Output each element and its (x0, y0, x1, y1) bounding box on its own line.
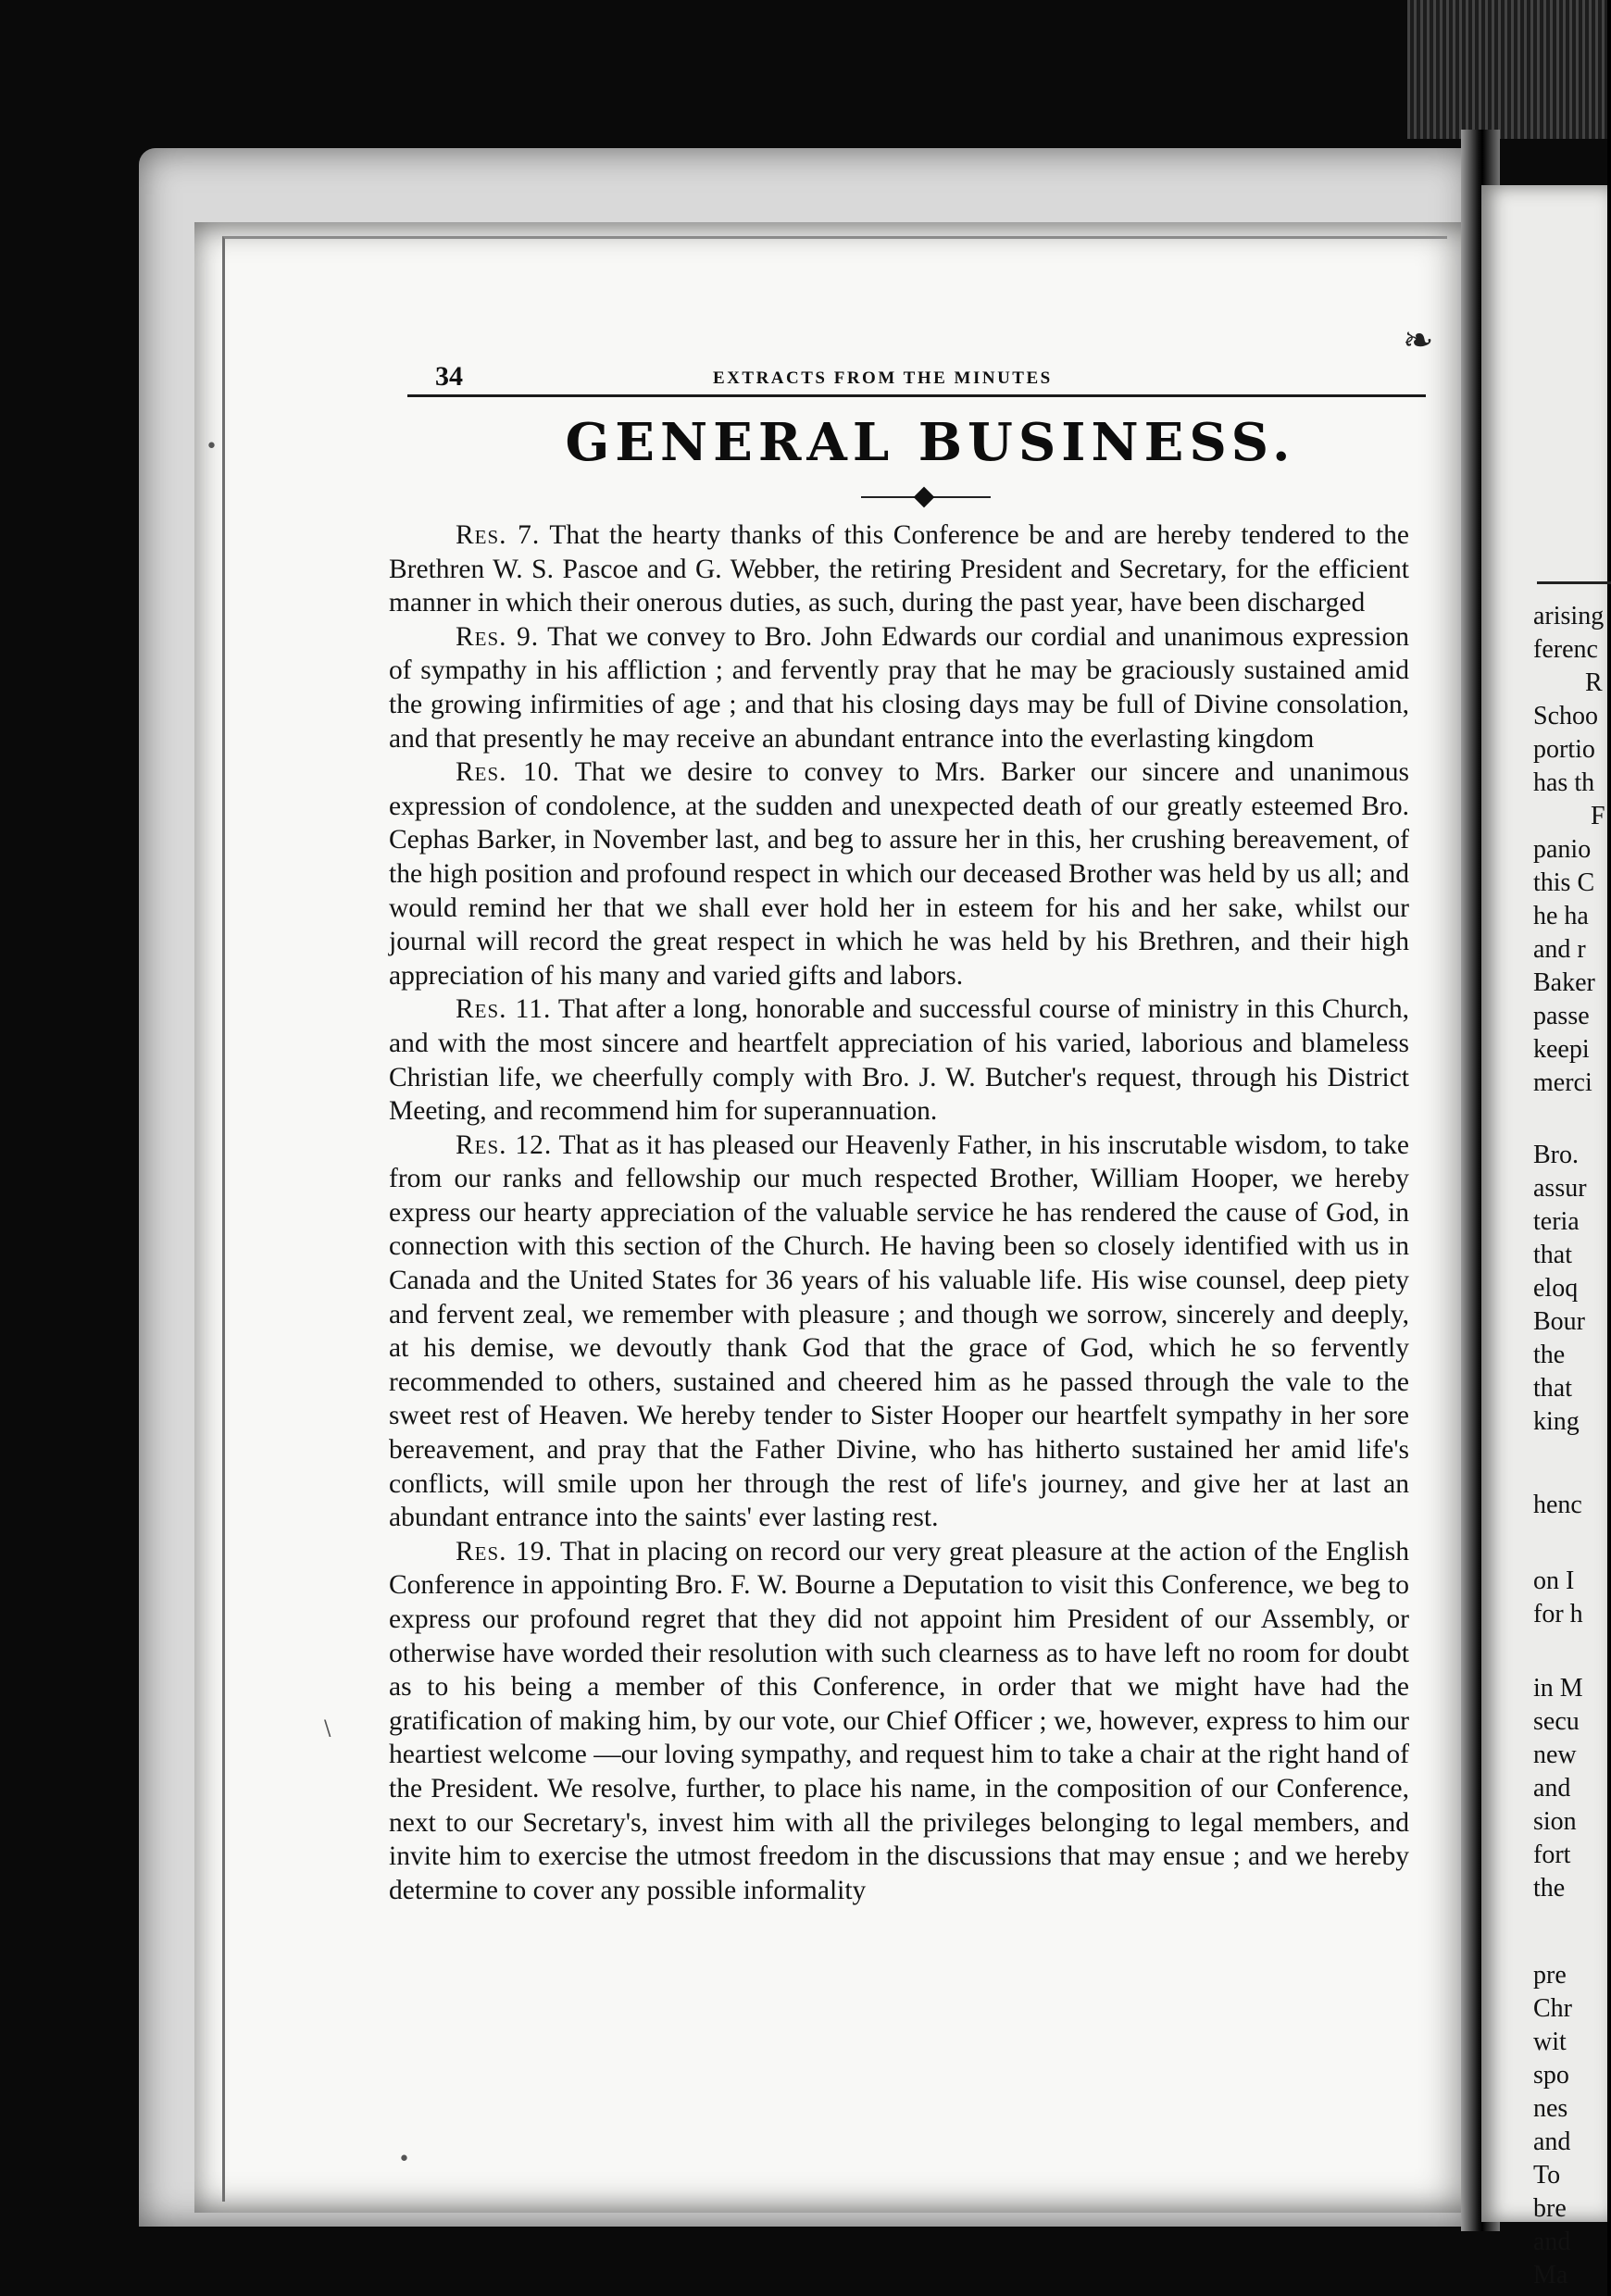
adjacent-line: Ma (1533, 2261, 1568, 2290)
adjacent-line: that (1533, 1241, 1572, 1269)
adjacent-line: Bro. (1533, 1141, 1579, 1169)
adjacent-line: pre (1533, 1961, 1567, 1990)
resolution-label: Res. 11. (456, 994, 552, 1025)
adjacent-line: teria (1533, 1207, 1580, 1236)
resolution-label: Res. 7. (456, 520, 541, 550)
adjacent-line: nes (1533, 2094, 1568, 2123)
adjacent-line: and r (1533, 935, 1586, 964)
resolution-label: Res. 19. (456, 1536, 553, 1566)
adjacent-line: he ha (1533, 902, 1589, 930)
resolution-paragraph (389, 620, 1409, 755)
adjacent-line: in M (1533, 1674, 1583, 1703)
adjacent-line: ferenc (1533, 635, 1598, 664)
adjacent-line: and (1533, 2128, 1571, 2156)
adjacent-line: Schoo (1533, 702, 1598, 730)
adjacent-line: portio (1533, 735, 1595, 764)
adjacent-line: henc (1533, 1491, 1582, 1519)
adjacent-line: sion (1533, 1807, 1577, 1836)
resolution-text: That after a long, honorable and successful course of ministry in this Church, and with the most sincere and heartfelt appreciation of his varied, laborious and blameless Christian life, we cheerfully comply with Bro. J. W. Butcher's request, through his District Meeting, and recommend him for superannuation. (389, 994, 1409, 1127)
adjacent-line: F (1591, 802, 1605, 830)
resolution-text: That in placing on record our very great pleasure at the action of the English Conference in appointing Bro. F. W. Bourne a Deputation to visit this Conference, we beg to express our profound regret that they did not appoint him President of our Assembly, or otherwise have worded their resolution with such clearness as to have left no room for doubt as to his being a member of this Conference, in order that we might have had the gratification of making him, by our vote, our Chief Officer ; we, however, express to him our heartiest welcome —our loving sympathy, and request him to take a chair at the right hand of the President. We resolve, further, to place his name, in the composition of our Conference, next to our Secretary's, invest him with all the privileges belonging to legal members, and invite him to exercise the utmost freedom in the discussions that may ensue ; and we hereby determine to cover any possible informality (389, 1536, 1410, 1905)
adjacent-header-rule (1537, 581, 1611, 584)
adjacent-line: this C (1533, 868, 1595, 897)
header-rule (407, 394, 1426, 397)
adjacent-line: has th (1533, 768, 1595, 797)
adjacent-line: passe (1533, 1002, 1590, 1030)
resolution-label: Res. 9. (456, 621, 540, 652)
adjacent-line: arising (1533, 602, 1605, 630)
adjacent-line: merci (1533, 1068, 1592, 1097)
resolution-text: That we convey to Bro. John Edwards our cordial and unanimous expression of sympathy in his affliction ; and fervently pray that he may be graciously sustained amid the growing infirmities of age ; and that his closing days may be full of Divine consolation, and that presently he may receive an abundant entrance into the everlasting kingdom (389, 621, 1410, 754)
adjacent-line: keepi (1533, 1035, 1590, 1064)
resolution-text: That we desire to convey to Mrs. Barker our sincere and unanimous expression of condolence, at the sudden and unexpected death of our greatly esteemed Bro. Cephas Barker, in November last, and beg to assure her in this, her crushing bereavement, of the high position and profound respect in which our deceased Brother was held by us all; and would remind her that we shall ever hold her in esteem for his and her sake, whilst our journal will record the great respect in which he was held by his Brethren, and their high appreciation of his many and varied gifts and labors. (389, 757, 1410, 991)
page-right-cropped (1481, 185, 1607, 2290)
adjacent-line: the (1533, 1874, 1566, 1903)
adjacent-line: fort (1533, 1841, 1571, 1869)
adjacent-line: To (1533, 2161, 1561, 2190)
resolution-text: That as it has pleased our Heavenly Father, in his inscrutable wisdom, to take from our ranks and fellowship our much respected Brother, William Hooper, we hereby express our hearty appreciation of the valuable service he has rendered the cause of God, in connection with this section of the Church. He having been so closely identified with us in Canada and the United States for 36 years of his valuable life. His wise counsel, deep piety and fervent zeal, we remember with pleasure ; and though we sorrow, sincerely and deeply, at his demise, we devoutly thank God that the grace of God, which he so fervently recommended to others, sustained and cheered him as he passed through the vale to the sweet rest of Heaven. We hereby tender to Sister Hooper our heartfelt sympathy in her sore bereavement, and pray that the Father Divine, who has hitherto sustained her amid life's conflicts, will smile upon her through the rest of life's journey, and give her at last an abundant entrance into the saints' ever lasting rest. (389, 1129, 1409, 1533)
adjacent-line: for h (1533, 1600, 1583, 1628)
margin-speck: • (398, 2148, 410, 2171)
adjacent-line: on I (1533, 1566, 1575, 1595)
adjacent-line: new (1533, 1741, 1577, 1769)
adjacent-line: Baker (1533, 968, 1595, 997)
adjacent-line: king (1533, 1407, 1580, 1436)
adjacent-line: assur (1533, 1174, 1587, 1203)
section-title: GENERAL BUSINESS. (565, 412, 1296, 473)
ink-blot: ❧ (1403, 319, 1434, 362)
resolution-label: Res. 12. (456, 1129, 553, 1160)
adjacent-line: and (1533, 1774, 1571, 1803)
adjacent-line: spo (1533, 2061, 1569, 2090)
adjacent-line: Chr (1533, 1994, 1572, 2023)
adjacent-line: wit (1533, 2028, 1567, 2056)
resolution-paragraph (389, 992, 1409, 1128)
resolution-label: Res. 10. (456, 757, 560, 788)
adjacent-line: secu (1533, 1707, 1580, 1736)
margin-speck: • (206, 435, 218, 458)
page-number: 34 (435, 361, 463, 392)
resolution-text: That the hearty thanks of this Conference be and are hereby tendered to the Brethren W. S. Pascoe and G. Webber, the retiring President and Secretary, for the efficient manner in which their onerous duties, as such, during the past year, have been discharged (389, 520, 1410, 618)
resolution-paragraph (389, 1535, 1409, 1908)
adjacent-line: R (1585, 668, 1603, 697)
resolution-paragraph (389, 755, 1409, 992)
adjacent-line: Bour (1533, 1307, 1585, 1336)
adjacent-line: panio (1533, 835, 1592, 864)
adjacent-line: the (1533, 1341, 1566, 1369)
resolution-paragraph (389, 1129, 1409, 1535)
margin-speck: \ (324, 1717, 331, 1741)
adjacent-line: eloq (1533, 1274, 1579, 1303)
adjacent-line: that (1533, 1374, 1572, 1403)
running-title: EXTRACTS FROM THE MINUTES (713, 368, 1053, 388)
resolutions-body (389, 518, 1409, 2194)
resolution-paragraph (389, 518, 1409, 620)
adjacent-line: and (1533, 2227, 1571, 2256)
adjacent-line: bre (1533, 2194, 1567, 2223)
tape-strip (1407, 0, 1607, 139)
